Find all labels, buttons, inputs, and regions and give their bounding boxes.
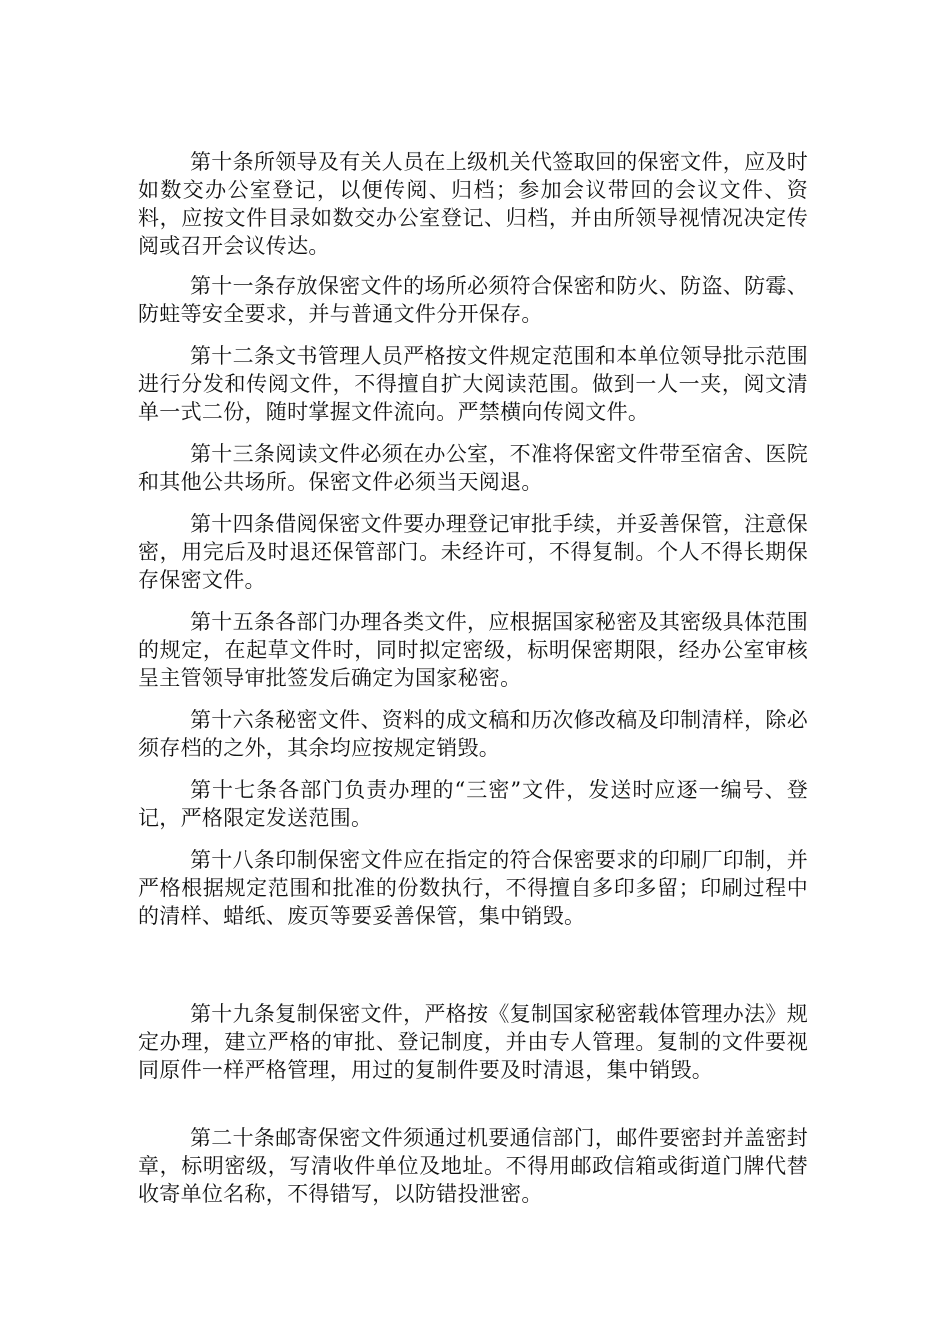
paragraph-article-16: 第十六条秘密文件、资料的成文稿和历次修改稿及印制清样，除必须存档的之外，其余均应按规定销毁。 [138, 708, 808, 760]
paragraph-article-10: 第十条所领导及有关人员在上级机关代签取回的保密文件，应及时如数交办公室登记，以便传阅、归档；参加会议带回的会议文件、资料，应按文件目录如数交办公室登记、归档，并由所领导视情况决定传阅或召开会议传达。 [138, 150, 808, 258]
paragraph-article-15: 第十五条各部门办理各类文件，应根据国家秘密及其密级具体范围的规定，在起草文件时，同时拟定密级，标明保密期限，经办公室审核呈主管领导审批签发后确定为国家秘密。 [138, 610, 808, 690]
paragraph-article-18: 第十八条印制保密文件应在指定的符合保密要求的印刷厂印制，并严格根据规定范围和批准的份数执行，不得擅自多印多留；印刷过程中的清样、蜡纸、废页等要妥善保管，集中销毁。 [138, 848, 808, 928]
paragraph-article-17: 第十七条各部门负责办理的“三密”文件，发送时应逐一编号、登记，严格限定发送范围。 [138, 778, 808, 830]
paragraph-article-19: 第十九条复制保密文件，严格按《复制国家秘密载体管理办法》规定办理，建立严格的审批、登记制度，并由专人管理。复制的文件要视同原件一样严格管理，用过的复制件要及时清退，集中销毁。 [138, 1002, 808, 1082]
paragraph-article-12: 第十二条文书管理人员严格按文件规定范围和本单位领导批示范围进行分发和传阅文件，不得擅自扩大阅读范围。做到一人一夹，阅文清单一式二份，随时掌握文件流向。严禁横向传阅文件。 [138, 344, 808, 424]
paragraph-article-20: 第二十条邮寄保密文件须通过机要通信部门，邮件要密封并盖密封章，标明密级，写清收件单位及地址。不得用邮政信箱或街道门牌代替收寄单位名称，不得错写，以防错投泄密。 [138, 1126, 808, 1206]
paragraph-article-13: 第十三条阅读文件必须在办公室，不准将保密文件带至宿舍、医院和其他公共场所。保密文件必须当天阅退。 [138, 442, 808, 494]
paragraph-article-11: 第十一条存放保密文件的场所必须符合保密和防火、防盗、防霉、防蛀等安全要求，并与普通文件分开保存。 [138, 274, 808, 326]
paragraph-article-14: 第十四条借阅保密文件要办理登记审批手续，并妥善保管，注意保密，用完后及时退还保管部门。未经许可，不得复制。个人不得长期保存保密文件。 [138, 512, 808, 592]
